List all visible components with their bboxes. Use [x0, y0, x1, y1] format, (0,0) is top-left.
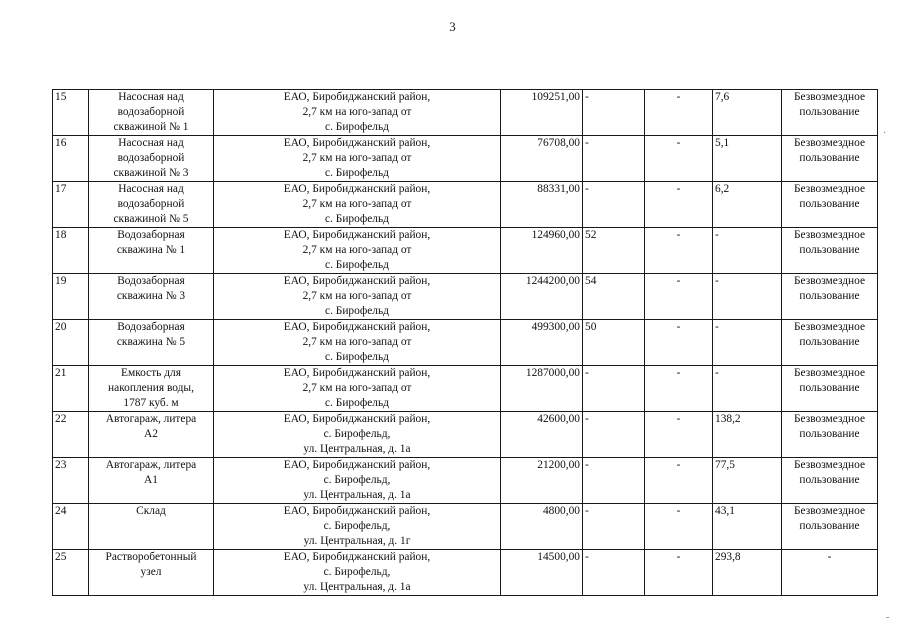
cost-cell: 14500,00 — [501, 550, 583, 596]
object-name-line: Склад — [136, 505, 166, 517]
address-cell — [214, 458, 501, 504]
address-line: ЕАО, Биробиджанский район, — [283, 183, 431, 195]
table-row — [53, 504, 878, 550]
address-line: ул. Центральная, д. 1г — [303, 535, 411, 547]
right-line: Безвозмездное — [793, 275, 866, 287]
address-line: с. Бирофельд — [325, 305, 389, 317]
row-number-cell: 25 — [53, 550, 89, 596]
right-cell — [782, 412, 878, 458]
length-cell: - — [645, 228, 713, 274]
right-cell — [782, 366, 878, 412]
object-name-line: скважина № 3 — [116, 290, 186, 302]
address-cell — [214, 182, 501, 228]
depth-cell: - — [583, 90, 645, 136]
row-number-cell: 22 — [53, 412, 89, 458]
depth-cell: 52 — [583, 228, 645, 274]
area-cell: 6,2 — [713, 182, 782, 228]
table-row — [53, 550, 878, 596]
address-line: ЕАО, Биробиджанский район, — [283, 551, 431, 563]
object-name-cell — [89, 136, 214, 182]
right-line: Безвозмездное — [793, 91, 866, 103]
object-name-line: Автогараж, литера — [105, 459, 197, 471]
address-cell — [214, 274, 501, 320]
length-cell: - — [645, 274, 713, 320]
object-name-cell — [89, 504, 214, 550]
address-line: с. Бирофельд — [325, 351, 389, 363]
row-number-cell: 23 — [53, 458, 89, 504]
address-line: с. Бирофельд — [325, 397, 389, 409]
object-name-cell — [89, 458, 214, 504]
right-line: Безвозмездное — [793, 137, 866, 149]
address-line: с. Бирофельд, — [323, 474, 391, 486]
depth-cell: - — [583, 412, 645, 458]
depth-cell: - — [583, 458, 645, 504]
cost-cell: 21200,00 — [501, 458, 583, 504]
right-line: Безвозмездное — [793, 367, 866, 379]
row-number-cell: 21 — [53, 366, 89, 412]
address-line: ЕАО, Биробиджанский район, — [283, 321, 431, 333]
object-name-cell — [89, 90, 214, 136]
address-cell — [214, 320, 501, 366]
object-name-line: водозаборной — [117, 152, 185, 164]
object-name-line: узел — [140, 566, 162, 578]
depth-cell: - — [583, 504, 645, 550]
address-line: с. Бирофельд, — [323, 520, 391, 532]
object-name-line: Насосная над — [118, 91, 184, 103]
area-cell: - — [713, 320, 782, 366]
length-cell: - — [645, 504, 713, 550]
object-name-line: Растворобетонный — [105, 551, 197, 563]
address-line: 2,7 км на юго-запад от — [302, 198, 412, 210]
registry-body — [53, 90, 878, 596]
object-name-line: Насосная над — [118, 137, 184, 149]
right-line: Безвозмездное — [793, 183, 866, 195]
area-cell: 43,1 — [713, 504, 782, 550]
right-line: пользование — [799, 244, 860, 256]
object-name-line: Автогараж, литера — [105, 413, 197, 425]
table-row — [53, 136, 878, 182]
right-cell — [782, 90, 878, 136]
address-line: ЕАО, Биробиджанский район, — [283, 275, 431, 287]
object-name-cell — [89, 320, 214, 366]
object-name-line: скважиной № 3 — [113, 167, 189, 179]
scan-speck: - — [886, 612, 890, 623]
address-line: ЕАО, Биробиджанский район, — [283, 137, 431, 149]
depth-cell: - — [583, 366, 645, 412]
address-line: 2,7 км на юго-запад от — [302, 290, 412, 302]
right-line: пользование — [799, 520, 860, 532]
right-line: Безвозмездное — [793, 321, 866, 333]
area-cell: - — [713, 366, 782, 412]
right-line: Безвозмездное — [793, 505, 866, 517]
area-cell: 138,2 — [713, 412, 782, 458]
right-line: пользование — [799, 382, 860, 394]
object-name-cell — [89, 228, 214, 274]
depth-cell: - — [583, 550, 645, 596]
object-name-cell — [89, 274, 214, 320]
property-registry-table — [52, 89, 878, 596]
table-row — [53, 320, 878, 366]
table-row — [53, 182, 878, 228]
object-name-cell — [89, 550, 214, 596]
object-name-line: Водозаборная — [117, 321, 185, 333]
cost-cell: 1244200,00 — [501, 274, 583, 320]
object-name-line: накопления воды, — [108, 382, 194, 394]
length-cell: - — [645, 90, 713, 136]
cost-cell: 42600,00 — [501, 412, 583, 458]
right-cell — [782, 458, 878, 504]
right-cell — [782, 182, 878, 228]
length-cell: - — [645, 136, 713, 182]
address-line: 2,7 км на юго-запад от — [302, 244, 412, 256]
address-line: ул. Центральная, д. 1а — [303, 489, 411, 501]
object-name-line: А1 — [144, 474, 158, 486]
length-cell: - — [645, 412, 713, 458]
table-row — [53, 366, 878, 412]
right-line: пользование — [799, 106, 860, 118]
right-line: Безвозмездное — [793, 229, 866, 241]
cost-cell: 88331,00 — [501, 182, 583, 228]
table-row — [53, 412, 878, 458]
object-name-line: Водозаборная — [117, 275, 185, 287]
length-cell: - — [645, 550, 713, 596]
address-line: ЕАО, Биробиджанский район, — [283, 367, 431, 379]
address-cell — [214, 136, 501, 182]
object-name-line: скважина № 5 — [116, 336, 186, 348]
object-name-cell — [89, 366, 214, 412]
cost-cell: 76708,00 — [501, 136, 583, 182]
table-row — [53, 458, 878, 504]
object-name-line: Насосная над — [118, 183, 184, 195]
object-name-cell — [89, 182, 214, 228]
object-name-line: скважиной № 5 — [113, 213, 189, 225]
page-number: 3 — [449, 19, 456, 34]
address-line: ЕАО, Биробиджанский район, — [283, 229, 431, 241]
cost-cell: 1287000,00 — [501, 366, 583, 412]
address-line: ЕАО, Биробиджанский район, — [283, 91, 431, 103]
length-cell: - — [645, 458, 713, 504]
address-cell — [214, 504, 501, 550]
cost-cell: 109251,00 — [501, 90, 583, 136]
row-number-cell: 16 — [53, 136, 89, 182]
address-line: с. Бирофельд, — [323, 428, 391, 440]
right-line: пользование — [799, 428, 860, 440]
right-cell — [782, 274, 878, 320]
right-cell — [782, 320, 878, 366]
address-line: с. Бирофельд, — [323, 566, 391, 578]
area-cell: 77,5 — [713, 458, 782, 504]
length-cell: - — [645, 320, 713, 366]
object-name-line: скважиной № 1 — [113, 121, 189, 133]
address-line: ул. Центральная, д. 1а — [303, 581, 411, 593]
depth-cell: 54 — [583, 274, 645, 320]
address-cell — [214, 228, 501, 274]
right-line: пользование — [799, 152, 860, 164]
address-line: 2,7 км на юго-запад от — [302, 152, 412, 164]
table-row — [53, 274, 878, 320]
right-cell — [782, 228, 878, 274]
address-line: с. Бирофельд — [325, 213, 389, 225]
address-line: ул. Центральная, д. 1а — [303, 443, 411, 455]
row-number-cell: 17 — [53, 182, 89, 228]
address-line: 2,7 км на юго-запад от — [302, 336, 412, 348]
depth-cell: 50 — [583, 320, 645, 366]
address-line: ЕАО, Биробиджанский район, — [283, 413, 431, 425]
table-row — [53, 90, 878, 136]
address-line: ЕАО, Биробиджанский район, — [283, 505, 431, 517]
area-cell: 293,8 — [713, 550, 782, 596]
address-line: с. Бирофельд — [325, 121, 389, 133]
object-name-line: 1787 куб. м — [123, 397, 179, 409]
object-name-line: водозаборной — [117, 198, 185, 210]
address-line: 2,7 км на юго-запад от — [302, 106, 412, 118]
row-number-cell: 24 — [53, 504, 89, 550]
address-cell — [214, 550, 501, 596]
area-cell: - — [713, 228, 782, 274]
address-line: 2,7 км на юго-запад от — [302, 382, 412, 394]
row-number-cell: 19 — [53, 274, 89, 320]
right-cell — [782, 136, 878, 182]
depth-cell: - — [583, 136, 645, 182]
object-name-line: водозаборной — [117, 106, 185, 118]
right-cell — [782, 550, 878, 596]
table-row — [53, 228, 878, 274]
object-name-line: скважина № 1 — [116, 244, 186, 256]
object-name-line: Емкость для — [121, 367, 181, 379]
row-number-cell: 15 — [53, 90, 89, 136]
object-name-line: А2 — [144, 428, 158, 440]
object-name-cell — [89, 412, 214, 458]
row-number-cell: 20 — [53, 320, 89, 366]
right-line: пользование — [799, 474, 860, 486]
cost-cell: 124960,00 — [501, 228, 583, 274]
cost-cell: 4800,00 — [501, 504, 583, 550]
area-cell: 5,1 — [713, 136, 782, 182]
depth-cell: - — [583, 182, 645, 228]
length-cell: - — [645, 182, 713, 228]
address-cell — [214, 366, 501, 412]
right-line: пользование — [799, 336, 860, 348]
address-line: с. Бирофельд — [325, 167, 389, 179]
right-line: Безвозмездное — [793, 413, 866, 425]
right-line: пользование — [799, 290, 860, 302]
right-cell — [782, 504, 878, 550]
address-line: ЕАО, Биробиджанский район, — [283, 459, 431, 471]
address-line: с. Бирофельд — [325, 259, 389, 271]
right-line: - — [827, 551, 832, 563]
length-cell: - — [645, 366, 713, 412]
right-line: пользование — [799, 198, 860, 210]
address-cell — [214, 90, 501, 136]
object-name-line: Водозаборная — [117, 229, 185, 241]
address-cell — [214, 412, 501, 458]
right-line: Безвозмездное — [793, 459, 866, 471]
row-number-cell: 18 — [53, 228, 89, 274]
area-cell: 7,6 — [713, 90, 782, 136]
area-cell: - — [713, 274, 782, 320]
cost-cell: 499300,00 — [501, 320, 583, 366]
scan-speck: · — [883, 128, 887, 139]
